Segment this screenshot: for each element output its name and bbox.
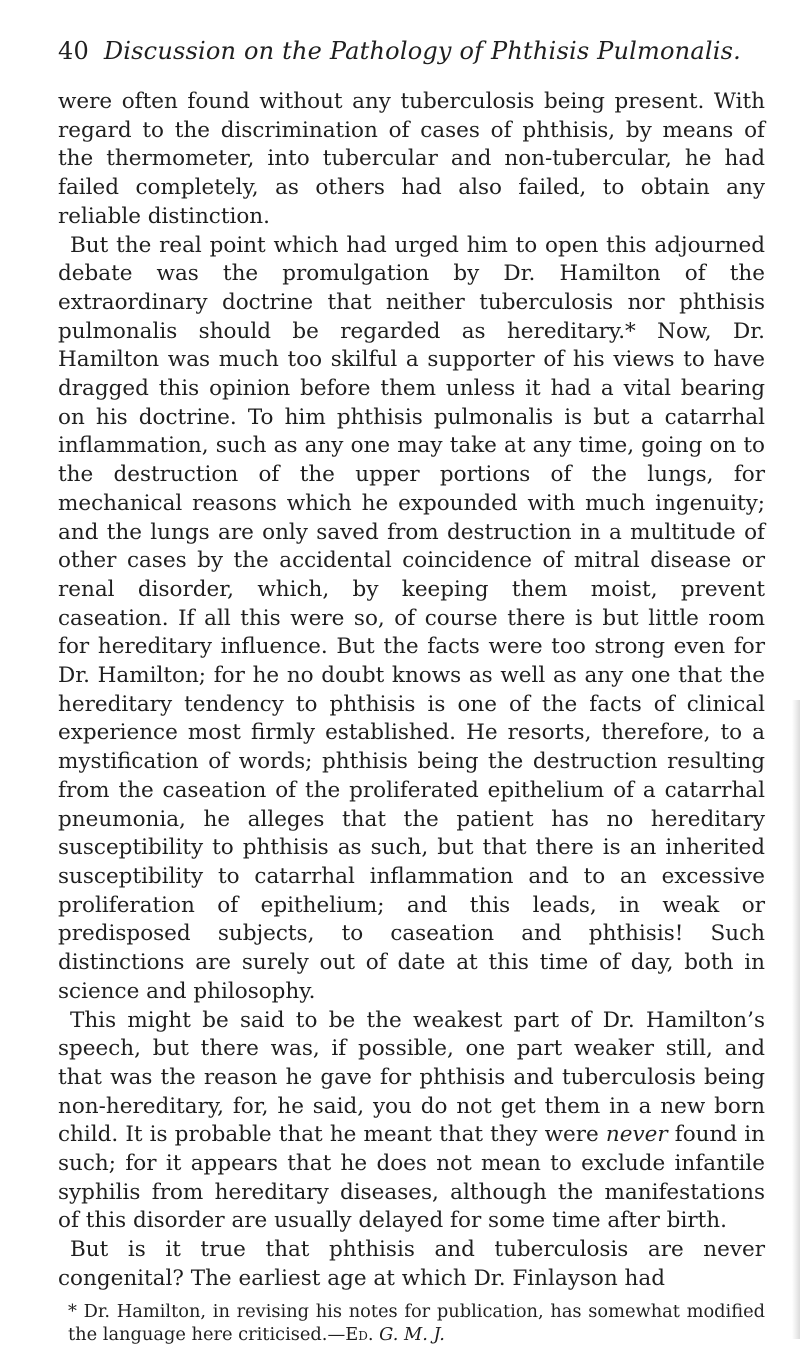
paragraph-1: were often found without any tuberculosis being present. With regard to the discrimination of cases of phthisis, by means of the thermometer, into tubercular and non-tubercular, he had failed completely, as others had also failed, to obtain any reliable distinction. [58,89,765,229]
running-title: Discussion on the Pathology of Phthisis Pulmonalis. [103,37,741,65]
paragraph-4: But is it true that phthisis and tuberculosis are never congenital? The earliest age at which Dr. Finlayson had [58,1237,765,1291]
emphasis-never: never [605,1122,668,1148]
footnote-text: * Dr. Hamilton, in revising his notes for publication, has somewhat modified the language here criticised.— [68,1300,765,1345]
running-header [58,32,765,70]
footnote-editor: Ed. [345,1323,374,1345]
page [58,32,765,1346]
page-number: 40 [58,37,89,65]
body-text [58,88,765,1294]
page-edge-shadow [792,700,800,1339]
paragraph-3 [58,1007,765,1237]
footnote-journal: G. M. J. [379,1323,445,1345]
paragraph-3-part-1: This might be said to be the weakest part of Dr. Hamilton’s speech, but there was, if possible, one part weaker still, and that was the reason he gave for phthisis and tuberculosis being non-hereditary, for, he said, you do not get them in a new born child. It is probable that he meant that they were [58,1007,765,1148]
paragraph-3-part-2: found in such; for it appears that he does not mean to exclude infantile syphilis from hereditary diseases, although the manifestations of this disorder are usually delayed for some time after birth. [58,1122,765,1234]
paragraph-2: But the real point which had urged him to open this adjourned debate was the promulgation by Dr. Hamilton of the extraordinary doctrine that neither tuberculosis nor phthisis pulmonalis should be regarded as hereditary.* Now, Dr. Hamilton was much too skilful a supporter of his views to have dragged this opinion before them unless it had a vital bearing on his doctrine. To him phthisis pulmonalis is but a catarrhal inflammation, such as any one may take at any time, going on to the destruction of the upper portions of the lungs, for mechanical reasons which he expounded with much ingenuity; and the lungs are only saved from destruction in a multitude of other cases by the accidental coincidence of mitral disease or renal disorder, which, by keeping them moist, prevent caseation. If all this were so, of course there is but little room for hereditary influence. But the facts were too strong even for Dr. Hamilton; for he no doubt knows as well as any one that the hereditary tendency to phthisis is one of the facts of clinical experience most firmly established. He resorts, therefore, to a mystification of words; phthisis being the destruction resulting from the caseation of the proliferated epithelium of a catarrhal pneumonia, he alleges that the patient has no hereditary susceptibility to phthisis as such, but that there is an inherited susceptibility to catarrhal inflammation and to an excessive proliferation of epithelium; and this leads, in weak or predisposed subjects, to caseation and phthisis! Such distinctions are surely out of date at this time of day, both in science and philosophy. [58,232,765,1004]
